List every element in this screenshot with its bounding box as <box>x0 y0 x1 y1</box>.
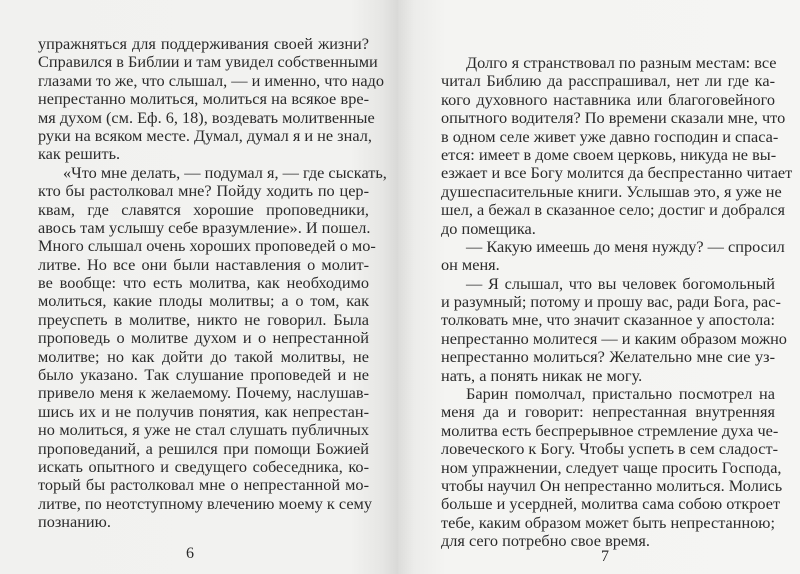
text-line: меня да и говорит: непрестанная внутренняя <box>441 402 775 422</box>
text-line: упражняться для поддерживания своей жизни? <box>38 34 369 53</box>
text-line: непрестанно молитеся — и каким образом можно <box>441 328 787 348</box>
text-line: и разумный; потому и прошу вас, ради Бога, рас- <box>441 292 781 312</box>
text-line: «Что мне делать, — подумал я, — где сыскать, <box>63 162 387 182</box>
text-line: ном упражнении, следует чаще просить Господа, <box>441 457 782 477</box>
text-line: непрестанно молиться? Желательно мне сие уз- <box>441 347 775 367</box>
text-line: руки на всяком месте. Думал, думал я и не знал, <box>38 125 372 145</box>
text-line: Барин помолчал, пристально посмотрел на <box>466 384 775 404</box>
text-line: Долго я странствовал по разным местам: все <box>466 53 777 72</box>
text-line: читал Библию да расспрашивал, нет ли где ка- <box>441 71 775 91</box>
text-line: проповеданий, а решился при помощи Божией <box>38 438 369 458</box>
text-line: как решить. <box>38 144 121 164</box>
page-body <box>38 34 387 532</box>
text-line: глазами то же, что слышал, — и именно, что надо <box>38 70 384 90</box>
text-line: Справился в Библии и там увидел собственными <box>38 52 378 72</box>
text-line: привело меня к желаемому. Почему, наслушав- <box>38 383 369 403</box>
page-body <box>441 53 793 551</box>
text-line: проповедь о молитве духом и о непрестанной <box>38 328 369 348</box>
text-line: молитва есть беспрерывное стремление духа че- <box>441 420 779 440</box>
paragraph <box>441 236 785 275</box>
paragraph <box>441 273 787 385</box>
page-number: 6 <box>186 545 194 562</box>
text-line: мя духом (см. Еф. 6, 18), воздевать молитвенные <box>38 107 375 127</box>
text-line: душеспасительные книги. Услышав это, я уже не <box>441 181 782 201</box>
text-line: толковать мне, что значит сказанное у апостола: <box>441 310 775 330</box>
text-line: для сего потребно свое время. <box>441 531 650 551</box>
paragraph <box>38 34 384 164</box>
text-line: искать опытного и сведущего собеседника, ко- <box>38 456 369 476</box>
text-line: авось там услышу себе вразумление». И пошел. <box>38 217 371 237</box>
text-line: опытного водителя? По времени сказали мне, что <box>441 108 786 128</box>
paragraph <box>38 162 387 532</box>
text-line: непрестанно молиться, молиться на всякое вре- <box>38 89 369 109</box>
text-line: тебе, каким образом может быть непрестанною; <box>441 512 775 532</box>
text-line: в одном селе живет уже давно господин и спаса- <box>441 126 779 146</box>
text-line: до помещика. <box>441 218 536 238</box>
text-line: молитве; но как дойти до такой молитвы, не <box>38 346 369 366</box>
text-line: ве вообще: что есть молитва, как необходимо <box>38 273 369 293</box>
text-line: литве. Но все они были наставления о молит- <box>38 254 369 274</box>
text-line: он меня. <box>441 255 500 275</box>
text-line: кого духовного наставника или благоговейного <box>441 89 775 109</box>
text-line: квам, где славятся хорошие проповедники, <box>38 199 369 219</box>
text-line: литве, по неотступному влечению моему к сему <box>38 493 373 513</box>
text-line: — Какую имеешь до меня нужду? — спросил <box>466 236 785 256</box>
paragraph <box>441 53 793 238</box>
text-line: но молиться, я уже не стал слушать публичных <box>38 420 369 440</box>
text-line: ловеческого к Богу. Чтобы успеть в сем сладост- <box>441 439 779 459</box>
right-page <box>398 0 800 574</box>
text-line: Много слышал очень хороших проповедей о мо- <box>38 236 376 256</box>
left-page <box>0 0 398 574</box>
text-line: шел, а бежал в сказанное село; достиг и добрался <box>441 200 786 220</box>
text-line: торый бы растолковал мне о непрестанной мо- <box>38 475 369 495</box>
text-line: шись их и не получив понятия, как непрестан- <box>38 401 369 421</box>
page-number: 7 <box>601 548 609 565</box>
text-line: езжает и все Богу молится да беспрестанно читает <box>441 163 793 183</box>
text-line: нать, а понять никак не могу. <box>441 365 643 385</box>
text-line: ется: имеет в доме своем церковь, никуда не вы- <box>441 144 777 164</box>
paragraph <box>441 384 783 551</box>
text-line: кто бы растолковал мне? Пойду ходить по цер- <box>38 181 369 201</box>
text-line: преуспеть в молитве, никто не говорил. Была <box>38 309 369 329</box>
text-line: познанию. <box>38 512 111 532</box>
text-line: — Я слышал, что вы человек богомольный <box>466 273 775 293</box>
text-line: было указано. Так слушание проповедей и не <box>38 365 369 385</box>
text-line: чтобы научил Он непрестанно молиться. Молись <box>441 475 783 495</box>
text-line: больше и усердней, молитва сама собою откроет <box>441 494 781 514</box>
text-line: молиться, какие плоды молитвы; а о том, как <box>38 291 369 311</box>
